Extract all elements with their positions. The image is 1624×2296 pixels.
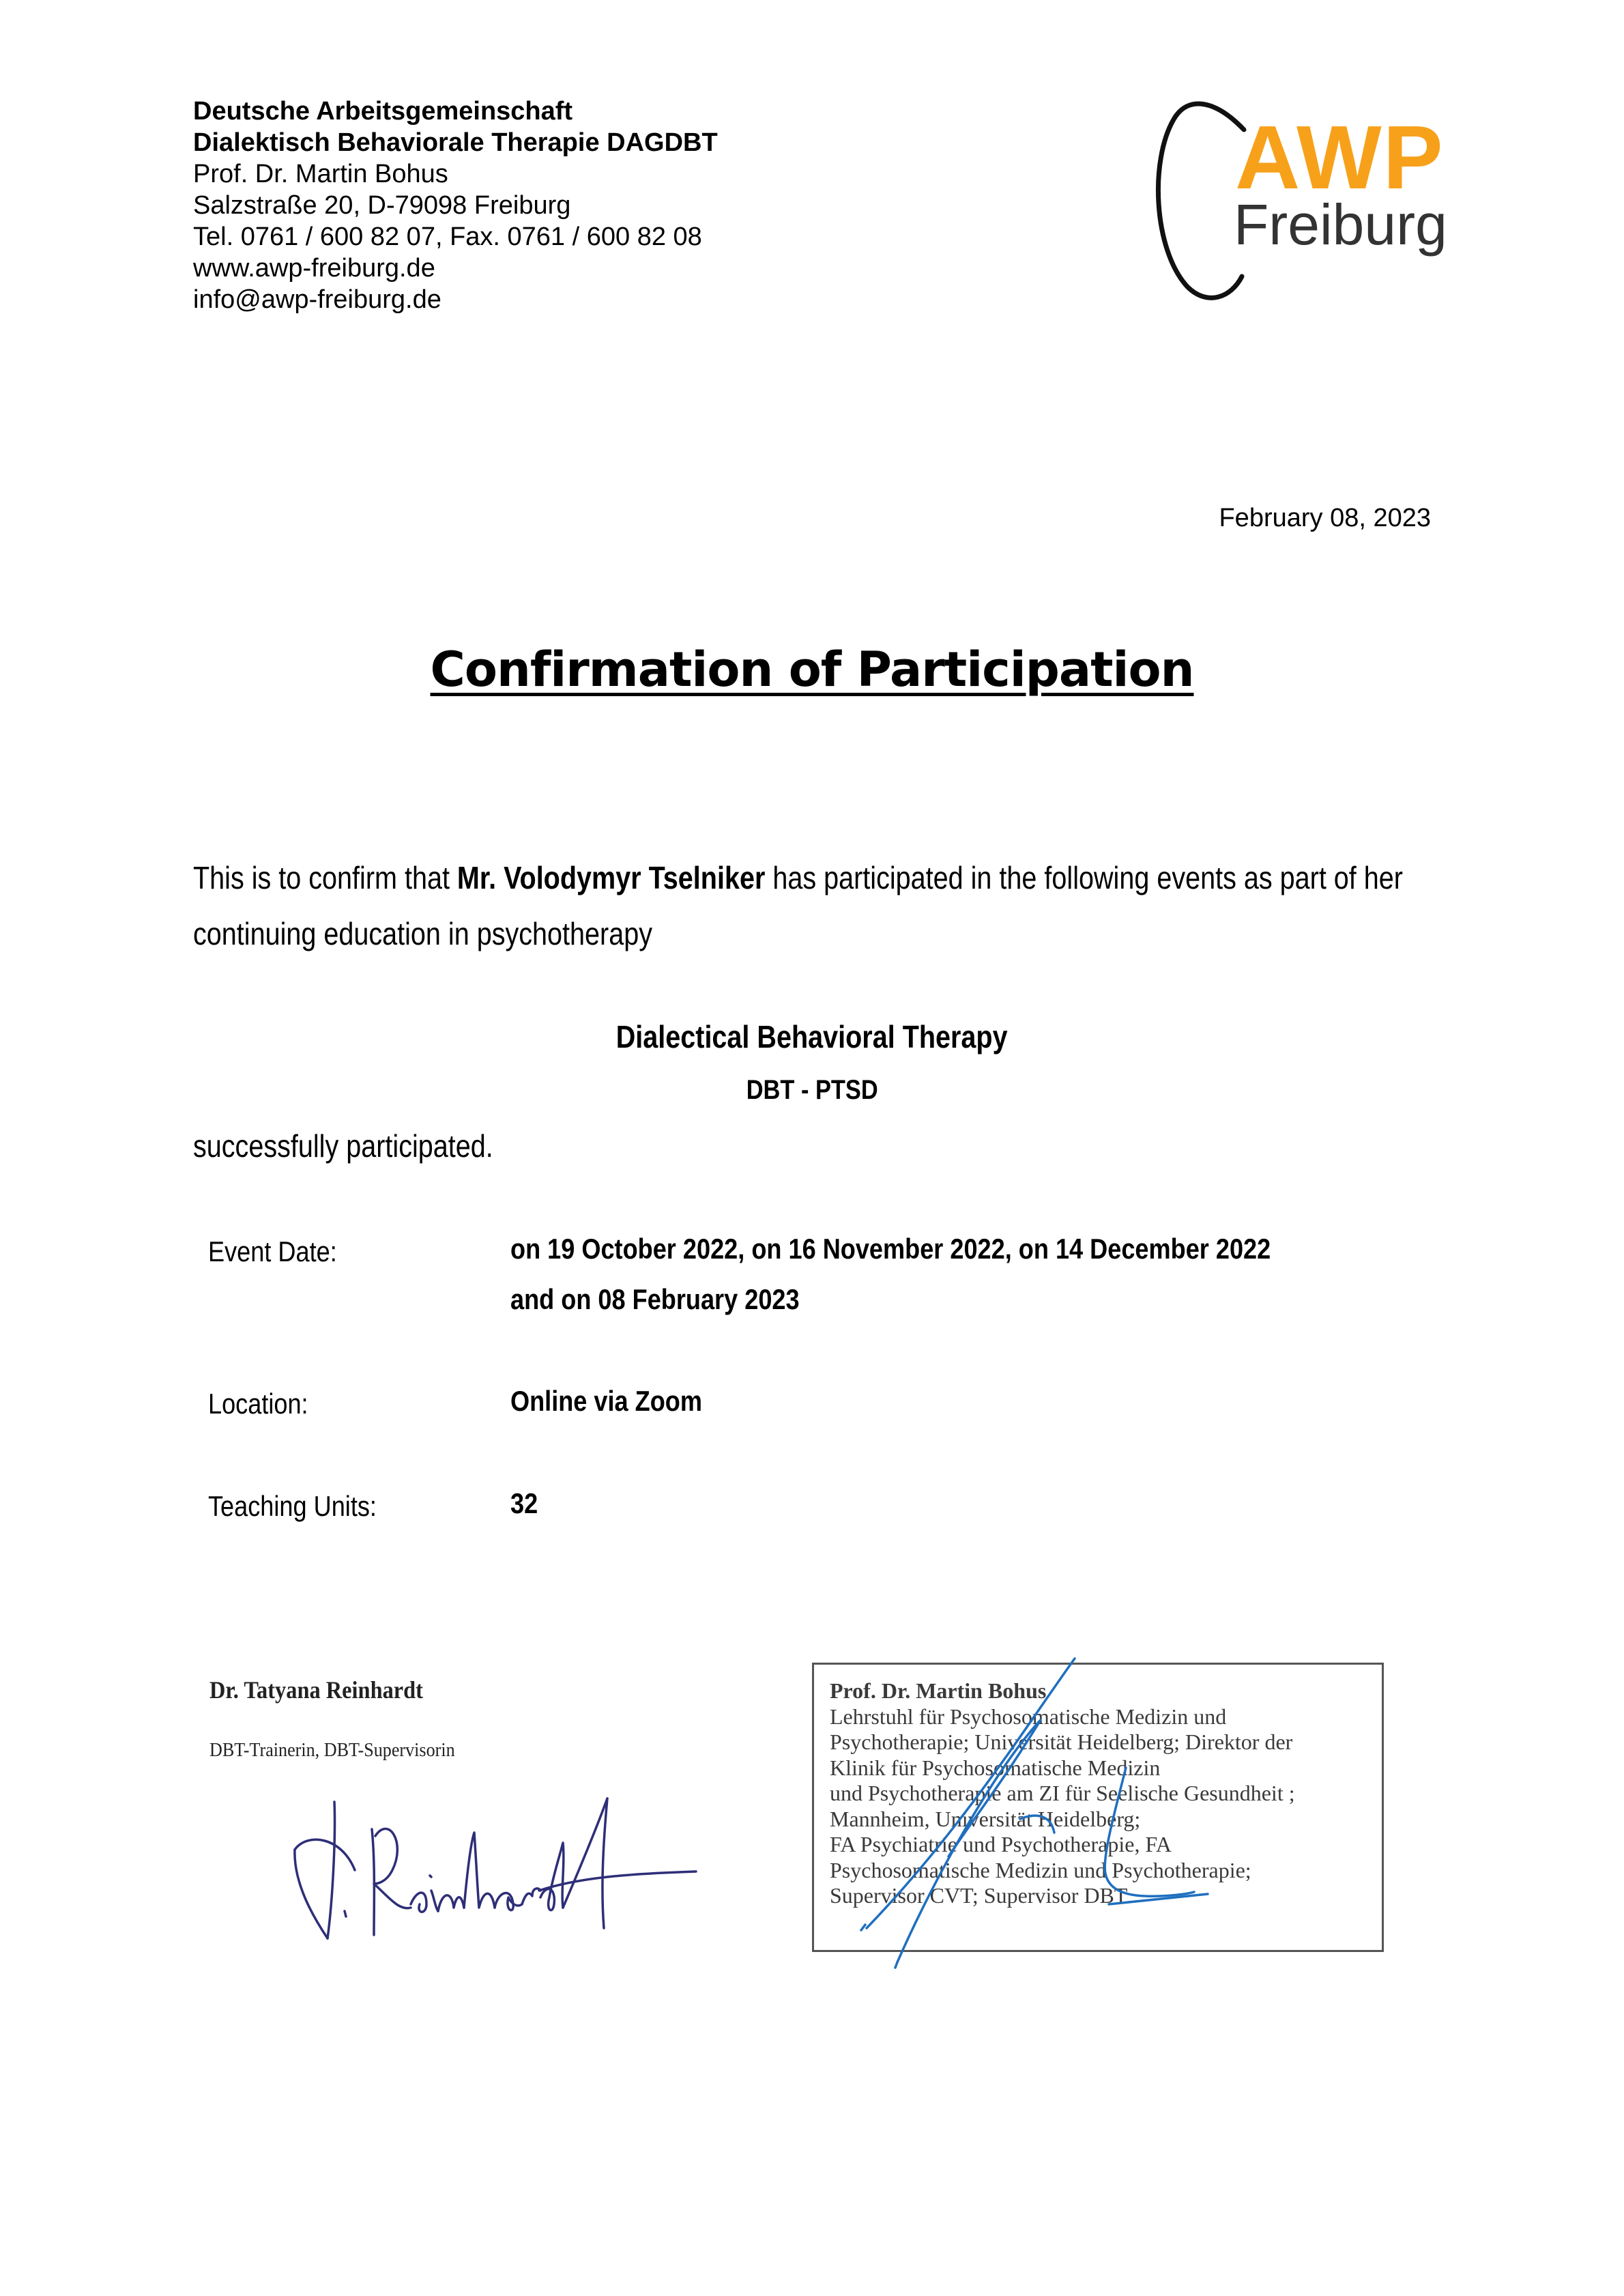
signatory-left-role: DBT-Trainerin, DBT-Supervisorin [209,1739,455,1761]
event-date-line-2: and on 08 February 2023 [510,1283,800,1315]
org-address: Salzstraße 20, D-79098 Freiburg [193,191,571,220]
org-phone-fax: Tel. 0761 / 600 82 07, Fax. 0761 / 600 82 08 [193,223,702,251]
intro-line-1 [193,850,1403,906]
letterhead [193,96,718,315]
course-module [0,1075,1624,1106]
signatory-right-stamp [812,1663,1384,1952]
teaching-units-label: Teaching Units: [208,1490,377,1522]
teaching-units-value: 32 [510,1487,538,1519]
signatory-left-name: Dr. Tatyana Reinhardt [209,1676,423,1704]
stamp-line: und Psychotherapie am ZI für Seelische Gesundheit ; [830,1781,1295,1805]
course-name [0,1018,1624,1055]
org-email: info@awp-freiburg.de [193,285,441,314]
stamp-line: Klinik für Psychosomatische Medizin [830,1755,1161,1780]
location-value: Online via Zoom [510,1385,702,1417]
intro-line-2: continuing education in psychotherapy [193,916,652,951]
signature-left-icon [259,1795,710,1952]
org-name-line2: Dialektisch Behaviorale Therapie DAGDBT [193,128,718,157]
document-date: February 08, 2023 [1219,504,1431,532]
stamp-line: Psychosomatische Medizin und Psychotherapie; [830,1857,1251,1882]
stamp-line: Mannheim, Universität Heidelberg; [830,1806,1141,1831]
stamp-line: FA Psychiatrie und Psychotherapie, FA [830,1832,1172,1856]
org-person: Prof. Dr. Martin Bohus [193,160,448,188]
logo-freiburg-text: Freiburg [1234,192,1447,257]
document-title [0,642,1624,698]
event-date-line-1: on 19 October 2022, on 16 November 2022, on 14 December 2022 [510,1233,1271,1265]
intro-suffix: has participated in the following events as part of her [765,860,1403,895]
stamp-text [830,1678,1295,1909]
org-website: www.awp-freiburg.de [193,254,435,283]
document-title-text: Confirmation of Participation [430,642,1194,698]
event-date-label: Event Date: [208,1235,337,1267]
org-name-line1: Deutsche Arbeitsgemeinschaft [193,97,573,126]
course-module-text: DBT - PTSD [746,1075,878,1105]
awp-freiburg-logo [1146,92,1460,304]
intro-paragraph [193,850,1403,962]
stamp-line-name: Prof. Dr. Martin Bohus [830,1678,1047,1703]
logo-awp-text: AWP [1235,107,1445,207]
stamp-line: Lehrstuhl für Psychosomatische Medizin und [830,1704,1227,1729]
location-label: Location: [208,1388,308,1420]
stamp-line: Psychotherapie; Universität Heidelberg; Direktor der [830,1730,1293,1754]
participant-name: Mr. Volodymyr Tselniker [456,860,766,895]
stamp-line: Supervisor CVT; Supervisor DBT [830,1883,1128,1908]
course-name-text: Dialectical Behavioral Therapy [616,1019,1008,1054]
intro-prefix: This is to confirm that [193,860,457,895]
event-date-value [510,1224,1271,1325]
success-text: successfully participated. [193,1128,493,1164]
